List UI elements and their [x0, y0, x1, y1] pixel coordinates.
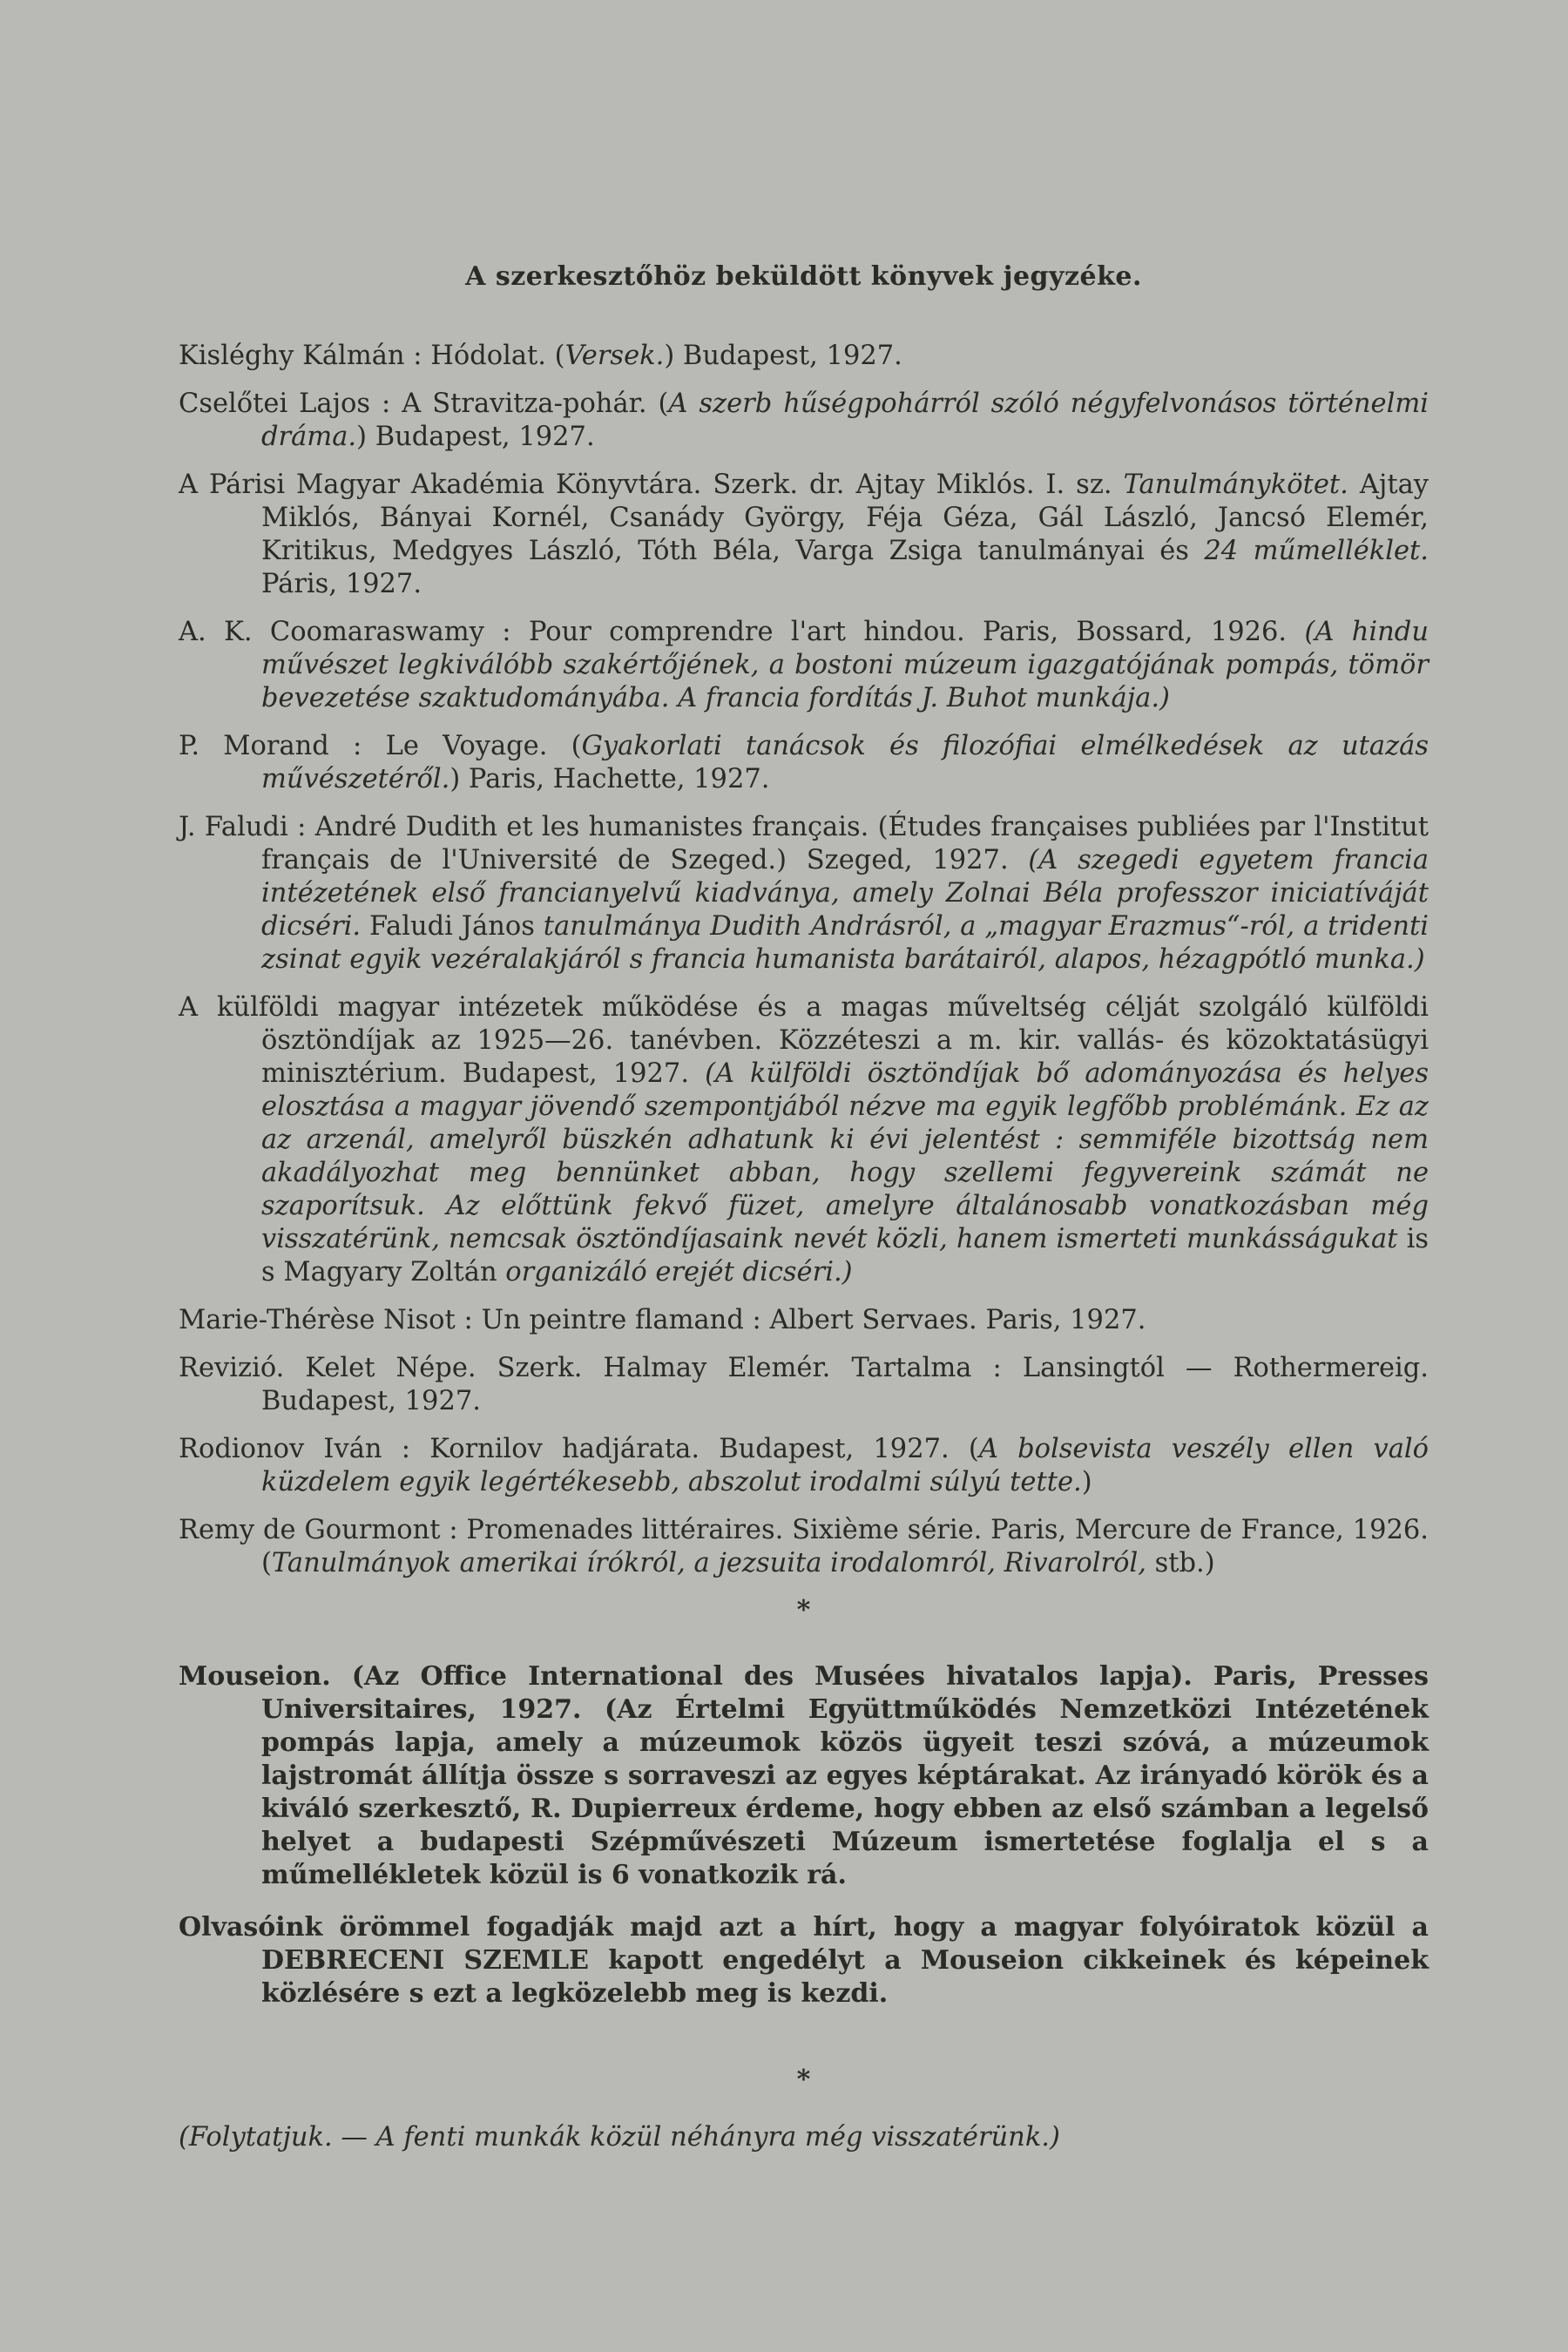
book-entry: A külföldi magyar intézetek működése és a magas műveltség célját szolgáló külföldi ösztöndíjak az 1925—26. tanévben. Közzéteszi a m. kir. vallás- és közoktatásügyi minisztérium. Budapest, 1927. (A külföldi ösztöndíjak bő adományozása és helyes elosztása a magyar jövendő szempontjából nézve ma egyik legfőbb problémánk. Ez az az arzenál, amelyről büszkén adhatunk ki évi jelentést : semmiféle bizottság nem akadályozhat meg bennünket abban, hogy szellemi fegyvereink számát ne szaporítsuk. Az előttünk fekvő füzet, amelyre általánosabb vonatkozásban még visszatérünk, nemcsak ösztöndíjasaink nevét közli, hanem ismerteti munkásságukat is s Magyary Zoltán organizáló erejét dicséri.)	[179, 992, 1429, 1288]
book-entry: P. Morand : Le Voyage. (Gyakorlati tanácsok és filozófiai elmélkedések az utazás művészetéről.) Paris, Hachette, 1927.	[179, 731, 1429, 794]
book-entry: A. K. Coomaraswamy : Pour comprendre l'art hindou. Paris, Bossard, 1926. (A hindu művészet legkiválóbb szakértőjének, a bostoni múzeum igazgatójának pompás, tömör bevezetése szaktudományába. A francia fordítás J. Buhot munkája.)	[179, 617, 1429, 713]
section-separator: *	[796, 1595, 811, 1625]
readers-notice: Olvasóink örömmel fogadják majd azt a hírt, hogy a magyar folyóiratok közül a DEBRECENI SZEMLE kapott engedélyt a Mouseion cikkeinek és képeinek közlésére s ezt a legközelebb meg is kezdi.	[179, 1912, 1429, 2009]
book-entry: Kisléghy Kálmán : Hódolat. (Versek.) Budapest, 1927.	[179, 341, 902, 371]
book-entry: A Párisi Magyar Akadémia Könyvtára. Szerk. dr. Ajtay Miklós. I. sz. Tanulmánykötet. Ajtay Miklós, Bányai Kornél, Csanády György, Féja Géza, Gál László, Jancsó Elemér, Kritikus, Medgyes László, Tóth Béla, Varga Zsiga tanulmányai és 24 műmelléklet. Páris, 1927.	[179, 470, 1429, 599]
section-separator: *	[796, 2065, 811, 2095]
book-entry: Revizió. Kelet Népe. Szerk. Halmay Elemér. Tartalma : Lansingtól — Rothermereig. Budapest, 1927.	[179, 1353, 1429, 1416]
book-entry: J. Faludi : André Dudith et les humanistes français. (Études françaises publiées par l'Institut français de l'Université de Szeged.) Szeged, 1927. (A szegedi egyetem francia intézetének első francianyelvű kiadványa, amely Zolnai Béla professzor iniciatíváját dicséri. Faludi János tanulmánya Dudith Andrásról, a „magyar Erazmus“-ról, a tridenti zsinat egyik vezéralakjáról s francia humanista barátairól, alapos, hézagpótló munka.)	[179, 812, 1429, 975]
book-entry: Rodionov Iván : Kornilov hadjárata. Budapest, 1927. (A bolsevista veszély ellen való küzdelem egyik legértékesebb, abszolut irodalmi súlyú tette.)	[179, 1434, 1429, 1497]
book-list	[179, 340, 1429, 1580]
page-title: A szerkesztőhöz beküldött könyvek jegyzéke.	[465, 261, 1142, 292]
continuation-note: (Folytatjuk. — A fenti munkák közül néhányra még visszatérünk.)	[179, 2122, 1060, 2153]
book-entry: Remy de Gourmont : Promenades littéraires. Sixième série. Paris, Mercure de France, 1926. (Tanulmányok amerikai írókról, a jezsuita irodalomról, Rivarolról, stb.)	[179, 1515, 1429, 1578]
book-entry: Cselőtei Lajos : A Stravitza-pohár. (A szerb hűségpohárról szóló négyfelvonásos történelmi dráma.) Budapest, 1927.	[179, 389, 1429, 452]
book-entry: Marie-Thérèse Nisot : Un peintre flamand : Albert Servaes. Paris, 1927.	[179, 1305, 1146, 1335]
mouseion-notice: Mouseion. (Az Office International des Musées hivatalos lapja). Paris, Presses Universitaires, 1927. (Az Értelmi Együttműködés Nemzetközi Intézetének pompás lapja, amely a múzeumok közös ügyeit teszi szóvá, a múzeumok lajstromát állítja össze s sorraveszi az egyes képtárakat. Az irányadó körök és a kiváló szerkesztő, R. Dupierreux érdeme, hogy ebben az első számban a legelső helyet a budapesti Szépművészeti Múzeum ismertetése foglalja el s a műmellékletek közül is 6 vonatkozik rá.	[179, 1661, 1429, 1890]
